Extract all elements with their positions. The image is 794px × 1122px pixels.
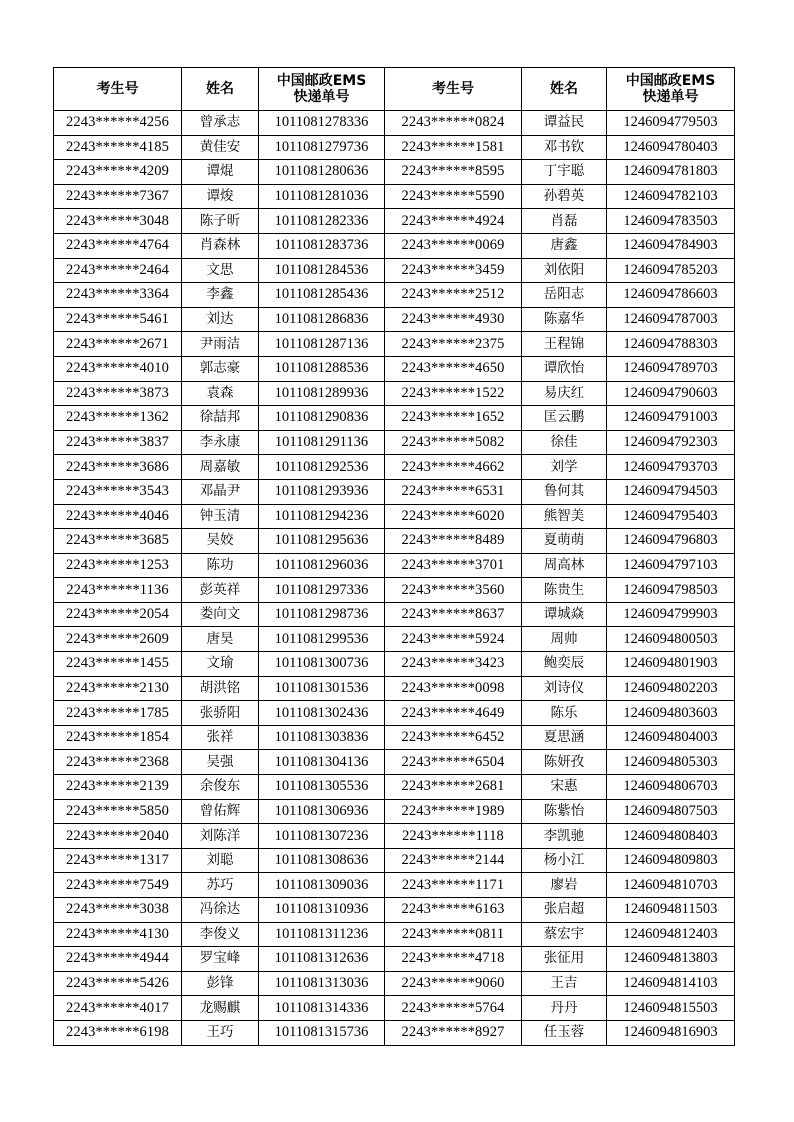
cell-candidate-id: 2243******1253 xyxy=(54,553,182,578)
table-row xyxy=(54,553,735,578)
cell-candidate-id-2: 2243******1522 xyxy=(385,381,522,406)
cell-candidate-id-2: 2243******6020 xyxy=(385,504,522,529)
table-row xyxy=(54,381,735,406)
cell-candidate-id-2: 2243******0098 xyxy=(385,676,522,701)
header-ems-line1-2: 中国邮政EMS xyxy=(625,73,716,89)
cell-name-2: 熊智美 xyxy=(522,504,607,529)
cell-name: 徐喆邦 xyxy=(182,406,259,431)
cell-ems-tracking-2: 1246094815503 xyxy=(607,996,735,1021)
table-row xyxy=(54,750,735,775)
cell-name-2: 谭城焱 xyxy=(522,602,607,627)
cell-ems-tracking-2: 1246094780403 xyxy=(607,135,735,160)
cell-ems-tracking: 1011081298736 xyxy=(259,602,385,627)
header-ems-tracking xyxy=(259,68,385,111)
table-row xyxy=(54,504,735,529)
table-row xyxy=(54,947,735,972)
cell-candidate-id: 2243******2368 xyxy=(54,750,182,775)
cell-name: 钟玉清 xyxy=(182,504,259,529)
cell-name: 唐昊 xyxy=(182,627,259,652)
cell-ems-tracking-2: 1246094784903 xyxy=(607,233,735,258)
cell-ems-tracking-2: 1246094800503 xyxy=(607,627,735,652)
table-row xyxy=(54,701,735,726)
cell-ems-tracking: 1011081279736 xyxy=(259,135,385,160)
cell-name: 罗宝峰 xyxy=(182,947,259,972)
roster-body xyxy=(54,111,735,1046)
table-row xyxy=(54,1020,735,1045)
cell-ems-tracking: 1011081281036 xyxy=(259,184,385,209)
cell-name: 李永康 xyxy=(182,430,259,455)
cell-ems-tracking: 1011081306936 xyxy=(259,799,385,824)
cell-name: 邓晶尹 xyxy=(182,479,259,504)
cell-name: 文瑜 xyxy=(182,652,259,677)
cell-name: 李鑫 xyxy=(182,283,259,308)
table-row xyxy=(54,799,735,824)
cell-candidate-id: 2243******2609 xyxy=(54,627,182,652)
table-row xyxy=(54,430,735,455)
cell-name-2: 鲁何其 xyxy=(522,479,607,504)
cell-name-2: 岳阳志 xyxy=(522,283,607,308)
table-row xyxy=(54,725,735,750)
cell-name-2: 廖岩 xyxy=(522,873,607,898)
cell-candidate-id-2: 2243******4650 xyxy=(385,356,522,381)
cell-candidate-id-2: 2243******6531 xyxy=(385,479,522,504)
cell-candidate-id-2: 2243******6504 xyxy=(385,750,522,775)
cell-candidate-id-2: 2243******1581 xyxy=(385,135,522,160)
table-row xyxy=(54,184,735,209)
table-row xyxy=(54,209,735,234)
cell-ems-tracking: 1011081297336 xyxy=(259,578,385,603)
cell-ems-tracking-2: 1246094799903 xyxy=(607,602,735,627)
cell-ems-tracking: 1011081315736 xyxy=(259,1020,385,1045)
header-ems-line2: 快递单号 xyxy=(293,89,350,105)
cell-name-2: 徐佳 xyxy=(522,430,607,455)
table-row xyxy=(54,529,735,554)
cell-candidate-id: 2243******4209 xyxy=(54,160,182,185)
cell-candidate-id: 2243******1785 xyxy=(54,701,182,726)
cell-candidate-id-2: 2243******0069 xyxy=(385,233,522,258)
cell-name: 娄向文 xyxy=(182,602,259,627)
cell-ems-tracking: 1011081310936 xyxy=(259,898,385,923)
cell-candidate-id: 2243******4046 xyxy=(54,504,182,529)
cell-candidate-id-2: 2243******4649 xyxy=(385,701,522,726)
shipment-roster-table xyxy=(53,67,735,1046)
header-candidate-id: 考生号 xyxy=(54,68,182,111)
cell-name-2: 唐鑫 xyxy=(522,233,607,258)
cell-name: 张祥 xyxy=(182,725,259,750)
cell-candidate-id: 2243******4944 xyxy=(54,947,182,972)
cell-candidate-id-2: 2243******1171 xyxy=(385,873,522,898)
cell-ems-tracking-2: 1246094801903 xyxy=(607,652,735,677)
cell-candidate-id: 2243******4185 xyxy=(54,135,182,160)
table-row xyxy=(54,676,735,701)
cell-candidate-id: 2243******3543 xyxy=(54,479,182,504)
cell-candidate-id: 2243******4764 xyxy=(54,233,182,258)
cell-candidate-id-2: 2243******8595 xyxy=(385,160,522,185)
cell-candidate-id-2: 2243******8637 xyxy=(385,602,522,627)
cell-ems-tracking-2: 1246094803603 xyxy=(607,701,735,726)
cell-ems-tracking: 1011081304136 xyxy=(259,750,385,775)
cell-candidate-id: 2243******3685 xyxy=(54,529,182,554)
cell-name: 周嘉敏 xyxy=(182,455,259,480)
header-row xyxy=(54,68,735,111)
cell-candidate-id-2: 2243******4662 xyxy=(385,455,522,480)
cell-ems-tracking-2: 1246094781803 xyxy=(607,160,735,185)
cell-ems-tracking-2: 1246094793703 xyxy=(607,455,735,480)
cell-ems-tracking-2: 1246094802203 xyxy=(607,676,735,701)
table-row xyxy=(54,873,735,898)
cell-candidate-id: 2243******1136 xyxy=(54,578,182,603)
table-row xyxy=(54,652,735,677)
cell-candidate-id: 2243******1854 xyxy=(54,725,182,750)
cell-name-2: 陈乐 xyxy=(522,701,607,726)
cell-ems-tracking: 1011081291136 xyxy=(259,430,385,455)
header-candidate-id-2: 考生号 xyxy=(385,68,522,111)
cell-ems-tracking-2: 1246094797103 xyxy=(607,553,735,578)
cell-ems-tracking-2: 1246094808403 xyxy=(607,824,735,849)
cell-name-2: 鲍奕辰 xyxy=(522,652,607,677)
cell-candidate-id-2: 2243******5924 xyxy=(385,627,522,652)
cell-candidate-id-2: 2243******2375 xyxy=(385,332,522,357)
cell-candidate-id-2: 2243******6452 xyxy=(385,725,522,750)
table-row xyxy=(54,479,735,504)
cell-name-2: 周帅 xyxy=(522,627,607,652)
cell-ems-tracking-2: 1246094795403 xyxy=(607,504,735,529)
cell-ems-tracking: 1011081313036 xyxy=(259,971,385,996)
table-row xyxy=(54,627,735,652)
cell-ems-tracking-2: 1246094779503 xyxy=(607,111,735,136)
cell-candidate-id: 2243******1317 xyxy=(54,848,182,873)
cell-candidate-id-2: 2243******0824 xyxy=(385,111,522,136)
cell-ems-tracking-2: 1246094787003 xyxy=(607,307,735,332)
cell-ems-tracking: 1011081301536 xyxy=(259,676,385,701)
cell-candidate-id: 2243******4017 xyxy=(54,996,182,1021)
cell-name: 谭焌 xyxy=(182,184,259,209)
cell-ems-tracking: 1011081305536 xyxy=(259,775,385,800)
cell-name: 李俊义 xyxy=(182,922,259,947)
cell-candidate-id-2: 2243******2512 xyxy=(385,283,522,308)
table-row xyxy=(54,922,735,947)
cell-ems-tracking: 1011081282336 xyxy=(259,209,385,234)
cell-name-2: 陈嘉华 xyxy=(522,307,607,332)
cell-candidate-id: 2243******2464 xyxy=(54,258,182,283)
table-row xyxy=(54,602,735,627)
cell-candidate-id: 2243******2139 xyxy=(54,775,182,800)
cell-candidate-id: 2243******5461 xyxy=(54,307,182,332)
cell-name-2: 丁宇聪 xyxy=(522,160,607,185)
cell-ems-tracking: 1011081307236 xyxy=(259,824,385,849)
cell-candidate-id: 2243******2671 xyxy=(54,332,182,357)
cell-ems-tracking-2: 1246094811503 xyxy=(607,898,735,923)
cell-candidate-id-2: 2243******2681 xyxy=(385,775,522,800)
cell-ems-tracking-2: 1246094788303 xyxy=(607,332,735,357)
cell-name: 刘达 xyxy=(182,307,259,332)
table-row xyxy=(54,356,735,381)
cell-ems-tracking: 1011081314336 xyxy=(259,996,385,1021)
cell-candidate-id-2: 2243******5764 xyxy=(385,996,522,1021)
cell-ems-tracking: 1011081292536 xyxy=(259,455,385,480)
table-row xyxy=(54,996,735,1021)
cell-name-2: 丹丹 xyxy=(522,996,607,1021)
cell-ems-tracking-2: 1246094785203 xyxy=(607,258,735,283)
cell-ems-tracking: 1011081294236 xyxy=(259,504,385,529)
cell-candidate-id: 2243******3048 xyxy=(54,209,182,234)
cell-name: 刘聪 xyxy=(182,848,259,873)
cell-name-2: 易庆红 xyxy=(522,381,607,406)
cell-name-2: 王程锦 xyxy=(522,332,607,357)
cell-candidate-id-2: 2243******4718 xyxy=(385,947,522,972)
cell-candidate-id-2: 2243******4930 xyxy=(385,307,522,332)
cell-ems-tracking-2: 1246094804003 xyxy=(607,725,735,750)
cell-name-2: 肖磊 xyxy=(522,209,607,234)
table-row xyxy=(54,824,735,849)
cell-name-2: 谭益民 xyxy=(522,111,607,136)
cell-candidate-id-2: 2243******1989 xyxy=(385,799,522,824)
cell-name: 彭锋 xyxy=(182,971,259,996)
cell-candidate-id-2: 2243******8489 xyxy=(385,529,522,554)
cell-name-2: 张征用 xyxy=(522,947,607,972)
cell-name-2: 匡云鹏 xyxy=(522,406,607,431)
cell-name: 肖森林 xyxy=(182,233,259,258)
cell-name-2: 宋惠 xyxy=(522,775,607,800)
cell-name-2: 刘诗仪 xyxy=(522,676,607,701)
table-row xyxy=(54,898,735,923)
cell-name: 王巧 xyxy=(182,1020,259,1045)
cell-name-2: 张启超 xyxy=(522,898,607,923)
cell-name-2: 陈贵生 xyxy=(522,578,607,603)
cell-candidate-id: 2243******7367 xyxy=(54,184,182,209)
cell-ems-tracking-2: 1246094796803 xyxy=(607,529,735,554)
table-row xyxy=(54,258,735,283)
cell-candidate-id: 2243******7549 xyxy=(54,873,182,898)
cell-ems-tracking: 1011081290836 xyxy=(259,406,385,431)
cell-candidate-id-2: 2243******6163 xyxy=(385,898,522,923)
cell-candidate-id-2: 2243******1652 xyxy=(385,406,522,431)
cell-name-2: 蔡宏宇 xyxy=(522,922,607,947)
cell-name: 吴姣 xyxy=(182,529,259,554)
cell-name-2: 周高林 xyxy=(522,553,607,578)
cell-candidate-id-2: 2243******2144 xyxy=(385,848,522,873)
header-ems-tracking-2 xyxy=(607,68,735,111)
cell-name-2: 刘依阳 xyxy=(522,258,607,283)
cell-ems-tracking-2: 1246094813803 xyxy=(607,947,735,972)
cell-candidate-id: 2243******3837 xyxy=(54,430,182,455)
cell-candidate-id: 2243******1362 xyxy=(54,406,182,431)
cell-name: 曾承志 xyxy=(182,111,259,136)
cell-ems-tracking-2: 1246094789703 xyxy=(607,356,735,381)
table-row xyxy=(54,233,735,258)
cell-candidate-id: 2243******3686 xyxy=(54,455,182,480)
cell-ems-tracking-2: 1246094810703 xyxy=(607,873,735,898)
cell-candidate-id-2: 2243******3459 xyxy=(385,258,522,283)
cell-name-2: 陈妍孜 xyxy=(522,750,607,775)
cell-candidate-id: 2243******5426 xyxy=(54,971,182,996)
cell-ems-tracking: 1011081293936 xyxy=(259,479,385,504)
cell-ems-tracking-2: 1246094812403 xyxy=(607,922,735,947)
cell-candidate-id: 2243******4130 xyxy=(54,922,182,947)
cell-name-2: 邓书钦 xyxy=(522,135,607,160)
cell-ems-tracking-2: 1246094790603 xyxy=(607,381,735,406)
table-row xyxy=(54,971,735,996)
cell-ems-tracking-2: 1246094816903 xyxy=(607,1020,735,1045)
cell-ems-tracking-2: 1246094805303 xyxy=(607,750,735,775)
table-row xyxy=(54,848,735,873)
cell-name-2: 陈紫怡 xyxy=(522,799,607,824)
cell-candidate-id-2: 2243******3701 xyxy=(385,553,522,578)
cell-ems-tracking-2: 1246094783503 xyxy=(607,209,735,234)
cell-ems-tracking: 1011081311236 xyxy=(259,922,385,947)
cell-candidate-id: 2243******2054 xyxy=(54,602,182,627)
cell-name: 谭焜 xyxy=(182,160,259,185)
cell-ems-tracking-2: 1246094786603 xyxy=(607,283,735,308)
cell-name-2: 刘学 xyxy=(522,455,607,480)
cell-ems-tracking: 1011081309036 xyxy=(259,873,385,898)
cell-ems-tracking-2: 1246094809803 xyxy=(607,848,735,873)
cell-candidate-id: 2243******3038 xyxy=(54,898,182,923)
table-row xyxy=(54,578,735,603)
cell-candidate-id: 2243******2040 xyxy=(54,824,182,849)
table-row xyxy=(54,775,735,800)
cell-name: 刘陈洋 xyxy=(182,824,259,849)
cell-ems-tracking-2: 1246094792303 xyxy=(607,430,735,455)
cell-name-2: 任玉蓉 xyxy=(522,1020,607,1045)
cell-ems-tracking: 1011081303836 xyxy=(259,725,385,750)
cell-name: 张骄阳 xyxy=(182,701,259,726)
cell-candidate-id-2: 2243******8927 xyxy=(385,1020,522,1045)
cell-candidate-id-2: 2243******4924 xyxy=(385,209,522,234)
cell-candidate-id: 2243******6198 xyxy=(54,1020,182,1045)
cell-ems-tracking-2: 1246094798503 xyxy=(607,578,735,603)
table-row xyxy=(54,332,735,357)
cell-ems-tracking: 1011081295636 xyxy=(259,529,385,554)
header-ems-line1: 中国邮政EMS xyxy=(276,73,367,89)
cell-ems-tracking-2: 1246094814103 xyxy=(607,971,735,996)
header-name: 姓名 xyxy=(182,68,259,111)
cell-ems-tracking-2: 1246094782103 xyxy=(607,184,735,209)
table-row xyxy=(54,135,735,160)
cell-ems-tracking: 1011081280636 xyxy=(259,160,385,185)
cell-name-2: 李凯驰 xyxy=(522,824,607,849)
cell-candidate-id-2: 2243******5082 xyxy=(385,430,522,455)
cell-candidate-id: 2243******4010 xyxy=(54,356,182,381)
cell-name-2: 杨小江 xyxy=(522,848,607,873)
cell-name-2: 孙碧英 xyxy=(522,184,607,209)
cell-ems-tracking: 1011081285436 xyxy=(259,283,385,308)
cell-ems-tracking-2: 1246094794503 xyxy=(607,479,735,504)
cell-name: 彭英祥 xyxy=(182,578,259,603)
cell-candidate-id-2: 2243******3560 xyxy=(385,578,522,603)
header-ems-line2-2: 快递单号 xyxy=(642,89,699,105)
cell-ems-tracking: 1011081288536 xyxy=(259,356,385,381)
table-row xyxy=(54,307,735,332)
cell-ems-tracking: 1011081284536 xyxy=(259,258,385,283)
cell-candidate-id-2: 2243******0811 xyxy=(385,922,522,947)
cell-candidate-id-2: 2243******5590 xyxy=(385,184,522,209)
cell-name: 龙赐麒 xyxy=(182,996,259,1021)
cell-candidate-id: 2243******1455 xyxy=(54,652,182,677)
cell-ems-tracking: 1011081312636 xyxy=(259,947,385,972)
cell-name: 冯徐达 xyxy=(182,898,259,923)
cell-name: 曾佑辉 xyxy=(182,799,259,824)
cell-ems-tracking: 1011081300736 xyxy=(259,652,385,677)
cell-candidate-id: 2243******2130 xyxy=(54,676,182,701)
table-row xyxy=(54,160,735,185)
cell-ems-tracking: 1011081299536 xyxy=(259,627,385,652)
cell-candidate-id-2: 2243******9060 xyxy=(385,971,522,996)
cell-candidate-id: 2243******3873 xyxy=(54,381,182,406)
cell-candidate-id-2: 2243******1118 xyxy=(385,824,522,849)
cell-candidate-id: 2243******5850 xyxy=(54,799,182,824)
table-row xyxy=(54,111,735,136)
cell-candidate-id-2: 2243******3423 xyxy=(385,652,522,677)
cell-ems-tracking: 1011081287136 xyxy=(259,332,385,357)
cell-name-2: 王吉 xyxy=(522,971,607,996)
cell-ems-tracking-2: 1246094807503 xyxy=(607,799,735,824)
cell-ems-tracking: 1011081283736 xyxy=(259,233,385,258)
cell-name: 尹雨洁 xyxy=(182,332,259,357)
cell-name: 陈功 xyxy=(182,553,259,578)
cell-candidate-id: 2243******4256 xyxy=(54,111,182,136)
table-row xyxy=(54,455,735,480)
cell-name-2: 谭欣怡 xyxy=(522,356,607,381)
cell-name-2: 夏萌萌 xyxy=(522,529,607,554)
cell-ems-tracking: 1011081302436 xyxy=(259,701,385,726)
cell-candidate-id: 2243******3364 xyxy=(54,283,182,308)
cell-name: 苏巧 xyxy=(182,873,259,898)
cell-ems-tracking: 1011081286836 xyxy=(259,307,385,332)
cell-name: 余俊东 xyxy=(182,775,259,800)
cell-ems-tracking: 1011081308636 xyxy=(259,848,385,873)
cell-ems-tracking-2: 1246094806703 xyxy=(607,775,735,800)
cell-name-2: 夏思涵 xyxy=(522,725,607,750)
cell-name: 郭志豪 xyxy=(182,356,259,381)
cell-name: 黄佳安 xyxy=(182,135,259,160)
table-row xyxy=(54,406,735,431)
cell-ems-tracking: 1011081278336 xyxy=(259,111,385,136)
cell-name: 袁森 xyxy=(182,381,259,406)
cell-ems-tracking-2: 1246094791003 xyxy=(607,406,735,431)
cell-name: 陈子昕 xyxy=(182,209,259,234)
table-row xyxy=(54,283,735,308)
cell-name: 胡洪铭 xyxy=(182,676,259,701)
cell-name: 文思 xyxy=(182,258,259,283)
cell-name: 吴强 xyxy=(182,750,259,775)
cell-ems-tracking: 1011081289936 xyxy=(259,381,385,406)
cell-ems-tracking: 1011081296036 xyxy=(259,553,385,578)
header-name-2: 姓名 xyxy=(522,68,607,111)
